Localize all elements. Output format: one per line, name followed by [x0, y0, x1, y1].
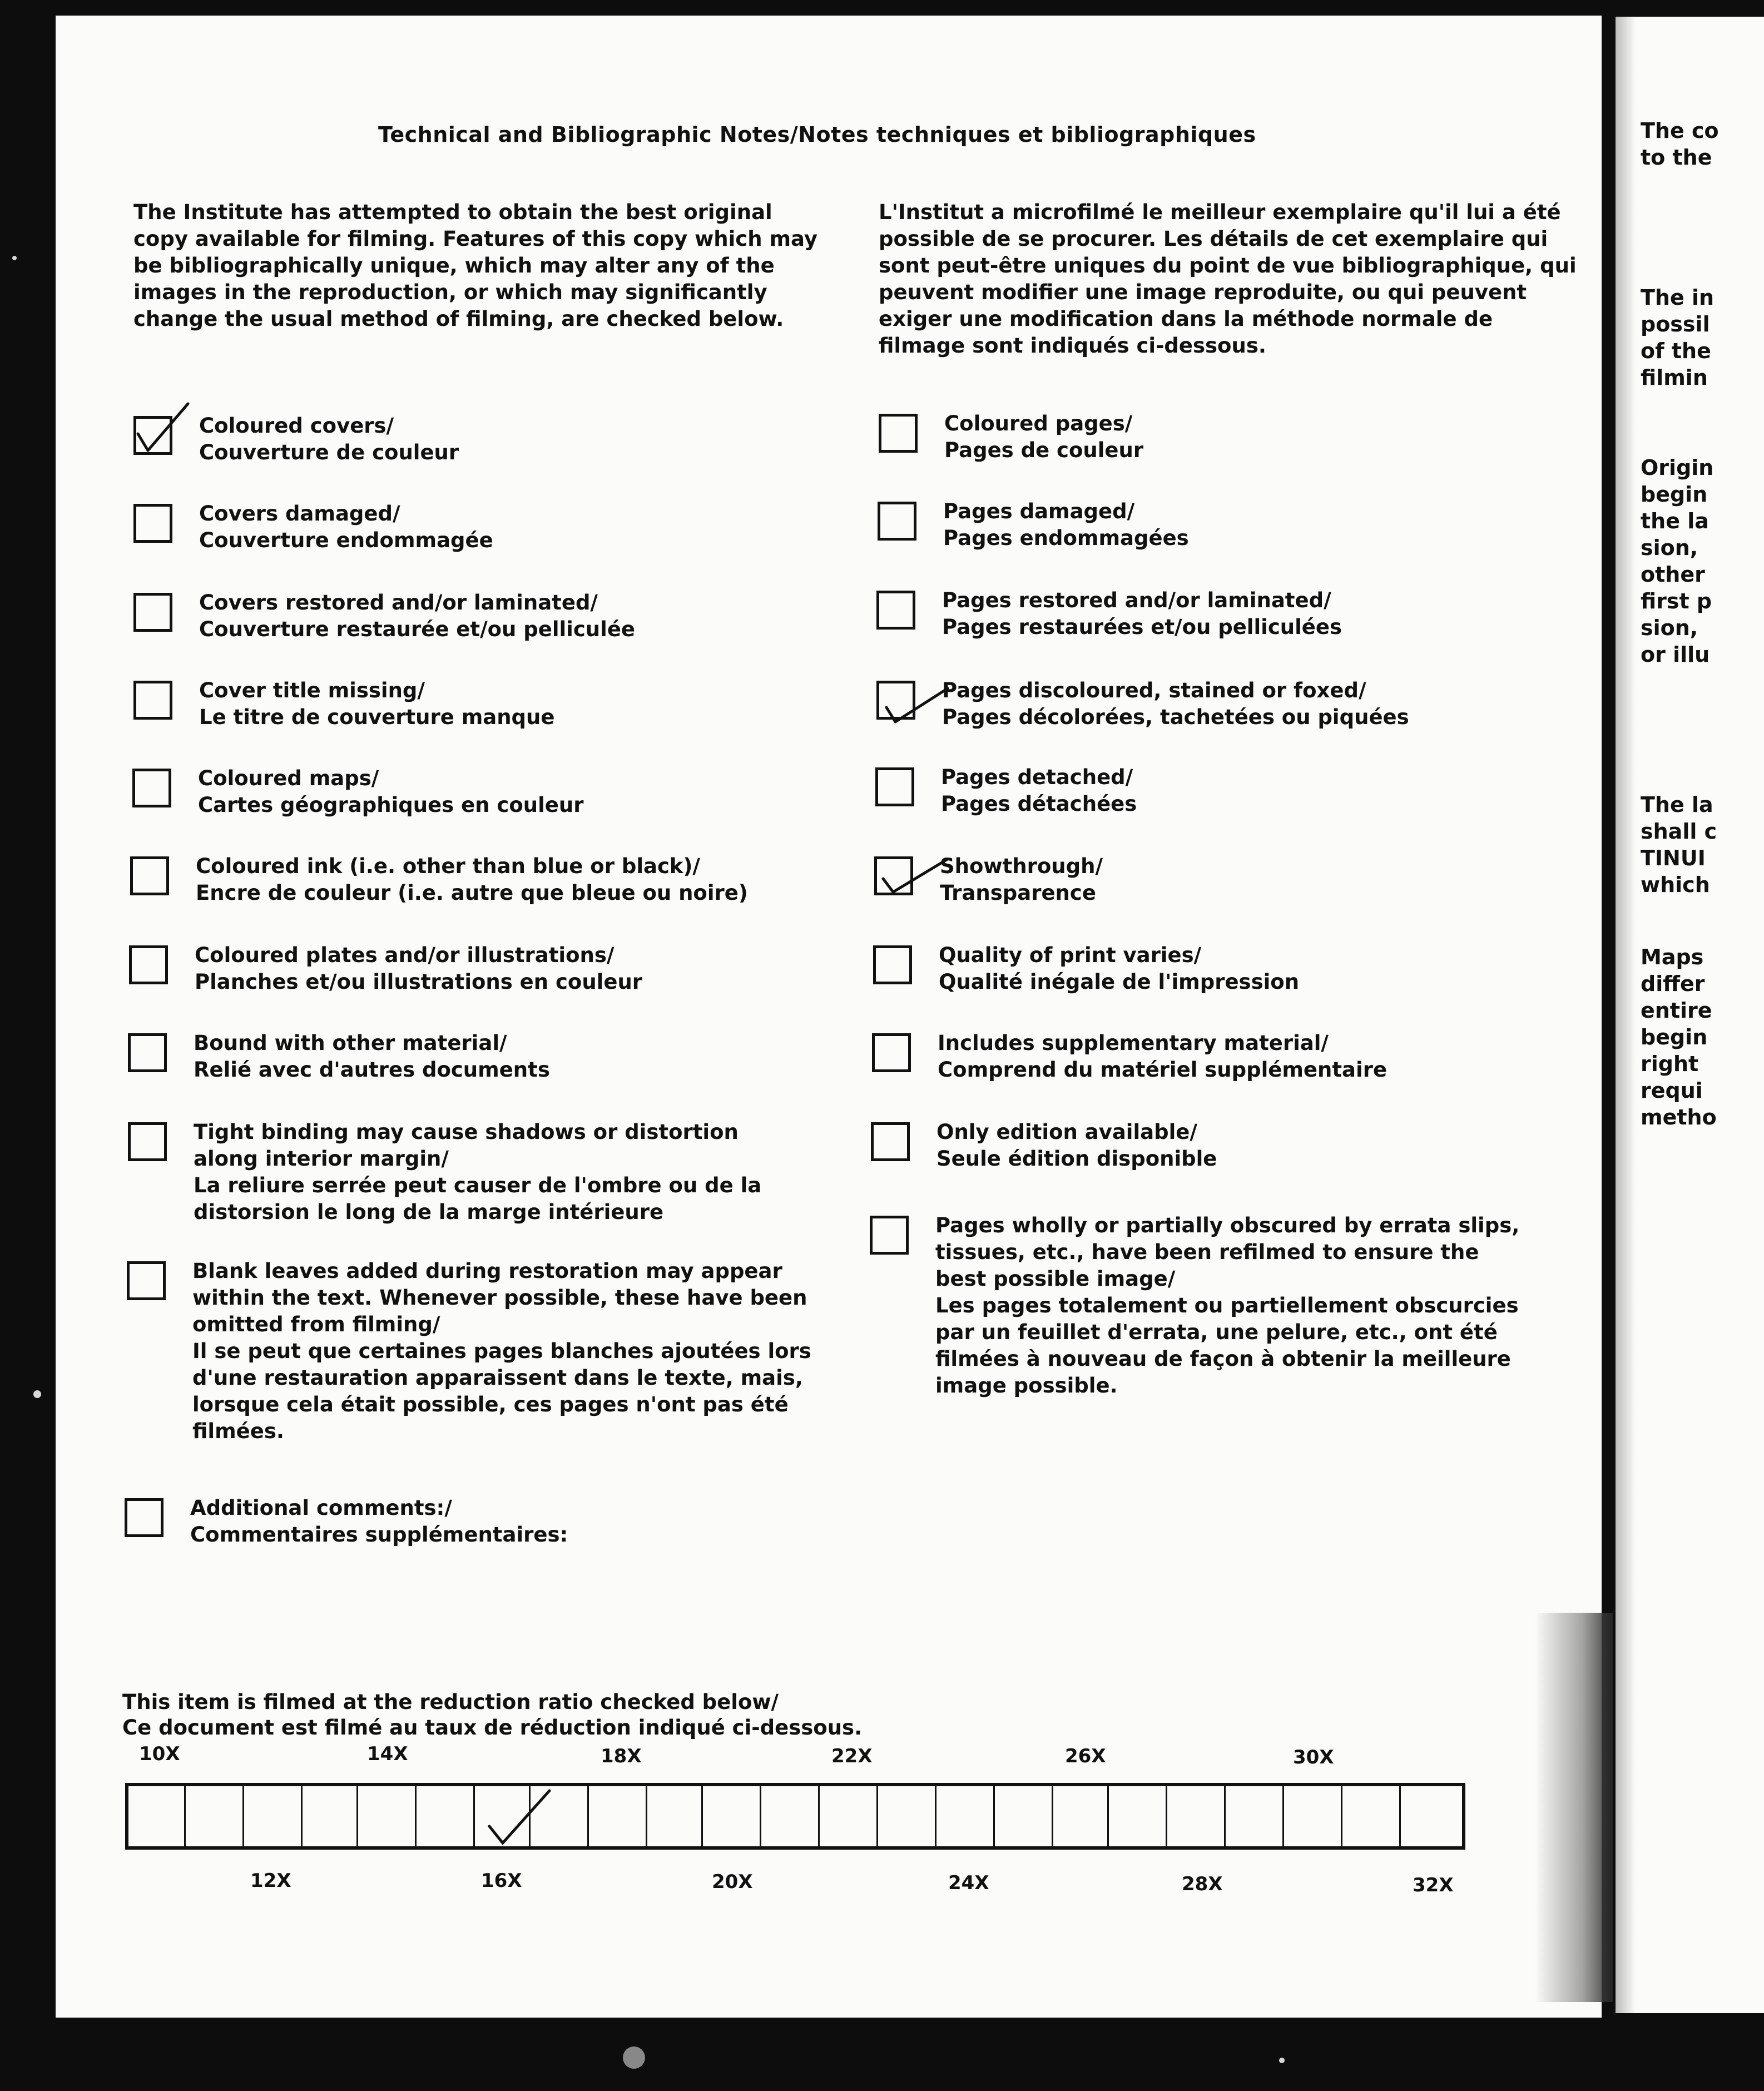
main-page: [56, 16, 1602, 2018]
adjacent-text: sion,: [1641, 616, 1698, 640]
reduction-ratio-text: This item is filmed at the reduction ratio checked below/ Ce document est filmé au taux de réduction indiqué ci-dessous.: [122, 1690, 863, 1740]
item-label: Only edition available/ Seule édition disponible: [936, 1120, 1217, 1171]
item-label: Bound with other material/ Relié avec d'autres documents: [194, 1031, 550, 1082]
adjacent-text: possil: [1641, 312, 1710, 336]
checkbox[interactable]: [879, 414, 918, 453]
item-label: Tight binding may cause shadows or distortion along interior margin/ La reliure serrée peut causer de l'ombre ou de la distorsion le long de la marge intérieure: [194, 1120, 762, 1224]
checkbox[interactable]: [128, 1033, 167, 1072]
checkbox[interactable]: [133, 504, 172, 543]
checkbox[interactable]: [878, 502, 916, 541]
checkmark-icon: [477, 1787, 561, 1849]
scale-label: 10X: [139, 1743, 180, 1765]
adjacent-text: which: [1641, 873, 1710, 897]
adjacent-text: Maps: [1641, 945, 1704, 969]
checkbox[interactable]: [130, 856, 169, 895]
checkbox[interactable]: [876, 591, 915, 630]
adjacent-text: The in: [1641, 285, 1715, 310]
scale-label: 12X: [250, 1870, 291, 1892]
item-label: Coloured plates and/or illustrations/ Planches et/ou illustrations en couleur: [195, 943, 643, 994]
scale-label: 24X: [948, 1872, 989, 1894]
item-label: Coloured maps/ Cartes géographiques en couleur: [198, 766, 584, 817]
adjacent-text: metho: [1641, 1105, 1717, 1129]
film-speck: [623, 2047, 645, 2069]
checkbox[interactable]: [125, 1498, 163, 1537]
scale-label: 16X: [481, 1870, 522, 1892]
film-speck: [12, 256, 17, 260]
adjacent-text: requi: [1641, 1078, 1703, 1103]
intro-french: L'Institut a microfilmé le meilleur exemplaire qu'il lui a été possible de se procurer. Les détails de cet exemplaire qui sont peut-être uniques du point de vue bibliographique, qui peuvent modifier une image reproduite, ou qui peuvent exiger une modification dans la méthode normale de filmage sont indiqués ci-dessous.: [879, 200, 1577, 358]
item-label: Coloured covers/ Couverture de couleur: [199, 414, 459, 464]
adjacent-text: begin: [1641, 1025, 1708, 1049]
checkmark-icon: [132, 399, 194, 460]
adjacent-text: right: [1641, 1052, 1699, 1076]
reduction-ratio-grid: [125, 1783, 1465, 1850]
item-label: Covers damaged/ Couverture endommagée: [199, 502, 493, 552]
scale-label: 30X: [1293, 1746, 1334, 1768]
adjacent-text: differ: [1641, 972, 1705, 996]
adjacent-text: of the: [1641, 339, 1711, 363]
item-label: Coloured ink (i.e. other than blue or black)/ Encre de couleur (i.e. autre que bleue ou noire): [196, 854, 748, 905]
adjacent-text: or illu: [1641, 642, 1710, 667]
adjacent-text: Origin: [1641, 455, 1714, 480]
scale-label: 14X: [367, 1743, 408, 1765]
item-label: Pages damaged/ Pages endommagées: [943, 499, 1189, 550]
checkbox[interactable]: [133, 593, 172, 632]
checkbox[interactable]: [133, 681, 172, 720]
item-label: Pages detached/ Pages détachées: [941, 765, 1137, 816]
adjacent-text: filmin: [1641, 365, 1708, 390]
adjacent-text: to the: [1641, 145, 1712, 170]
scale-label: 20X: [712, 1871, 753, 1893]
adjacent-text: The co: [1641, 118, 1719, 143]
film-speck: [1279, 2058, 1285, 2063]
item-label: Pages discoloured, stained or foxed/ Pages décolorées, tachetées ou piquées: [942, 678, 1409, 729]
item-label: Quality of print varies/ Qualité inégale de l'impression: [939, 943, 1300, 994]
checkbox[interactable]: [871, 1122, 910, 1161]
checkbox[interactable]: [128, 1122, 167, 1161]
adjacent-text: TINUI: [1641, 846, 1706, 870]
item-label: Showthrough/ Transparence: [940, 854, 1103, 905]
checkbox[interactable]: [875, 767, 914, 806]
adjacent-text: other: [1641, 562, 1705, 587]
adjacent-text: The la: [1641, 792, 1713, 817]
checkbox[interactable]: [127, 1261, 166, 1300]
item-label: Pages restored and/or laminated/ Pages restaurées et/ou pelliculées: [942, 588, 1342, 639]
page-fold-shadow: [1535, 1613, 1613, 2002]
adjacent-text: first p: [1641, 589, 1712, 613]
adjacent-page: [1616, 17, 1764, 2013]
checkbox[interactable]: [873, 945, 912, 984]
item-label: Includes supplementary material/ Comprend du matériel supplémentaire: [938, 1031, 1388, 1082]
page-title: Technical and Bibliographic Notes/Notes techniques et bibliographiques: [378, 122, 1256, 147]
item-label: Coloured pages/ Pages de couleur: [944, 412, 1144, 462]
adjacent-text: sion,: [1641, 536, 1698, 560]
adjacent-text: entire: [1641, 998, 1712, 1023]
item-label: Covers restored and/or laminated/ Couverture restaurée et/ou pelliculée: [199, 591, 636, 641]
adjacent-text: begin: [1641, 482, 1708, 507]
scale-label: 28X: [1182, 1873, 1223, 1895]
checkbox[interactable]: [132, 769, 171, 807]
item-label: Cover title missing/ Le titre de couverture manque: [199, 678, 555, 729]
intro-english: The Institute has attempted to obtain the best original copy available for filming. Features of this copy which may be bibliographically unique, which may alter any of the images in the reproduction, or which may significantly change the usual method of filming, are checked below.: [133, 200, 817, 331]
scale-label: 18X: [601, 1745, 642, 1767]
checkbox[interactable]: [872, 1033, 911, 1072]
checkbox[interactable]: [129, 945, 168, 984]
scale-label: 32X: [1413, 1874, 1454, 1896]
adjacent-text: the la: [1641, 509, 1709, 533]
checkbox[interactable]: [870, 1216, 909, 1255]
film-speck: [33, 1390, 41, 1398]
checkmark-icon: [878, 853, 939, 914]
item-label: Blank leaves added during restoration may appear within the text. Whenever possible, these have been omitted from filming/ Il se peut que certaines pages blanches ajoutées lors d'une restauration apparaissent dans le texte, mais, lorsque cela était possible, ces pages n'ont pas été filmées.: [192, 1259, 811, 1443]
adjacent-text: shall c: [1641, 819, 1717, 844]
item-label: Pages wholly or partially obscured by errata slips, tissues, etc., have been refilmed to ensure the best possible image/ Les pages totalement ou partiellement obscurcies par un feuillet d'errata, une pelure, etc., ont été filmées à nouveau de façon à obtenir la meilleure image possible.: [935, 1213, 1520, 1398]
scale-label: 22X: [831, 1745, 873, 1767]
checkmark-icon: [881, 678, 942, 740]
item-label: Additional comments:/ Commentaires supplémentaires:: [190, 1496, 568, 1547]
scale-label: 26X: [1065, 1745, 1106, 1767]
